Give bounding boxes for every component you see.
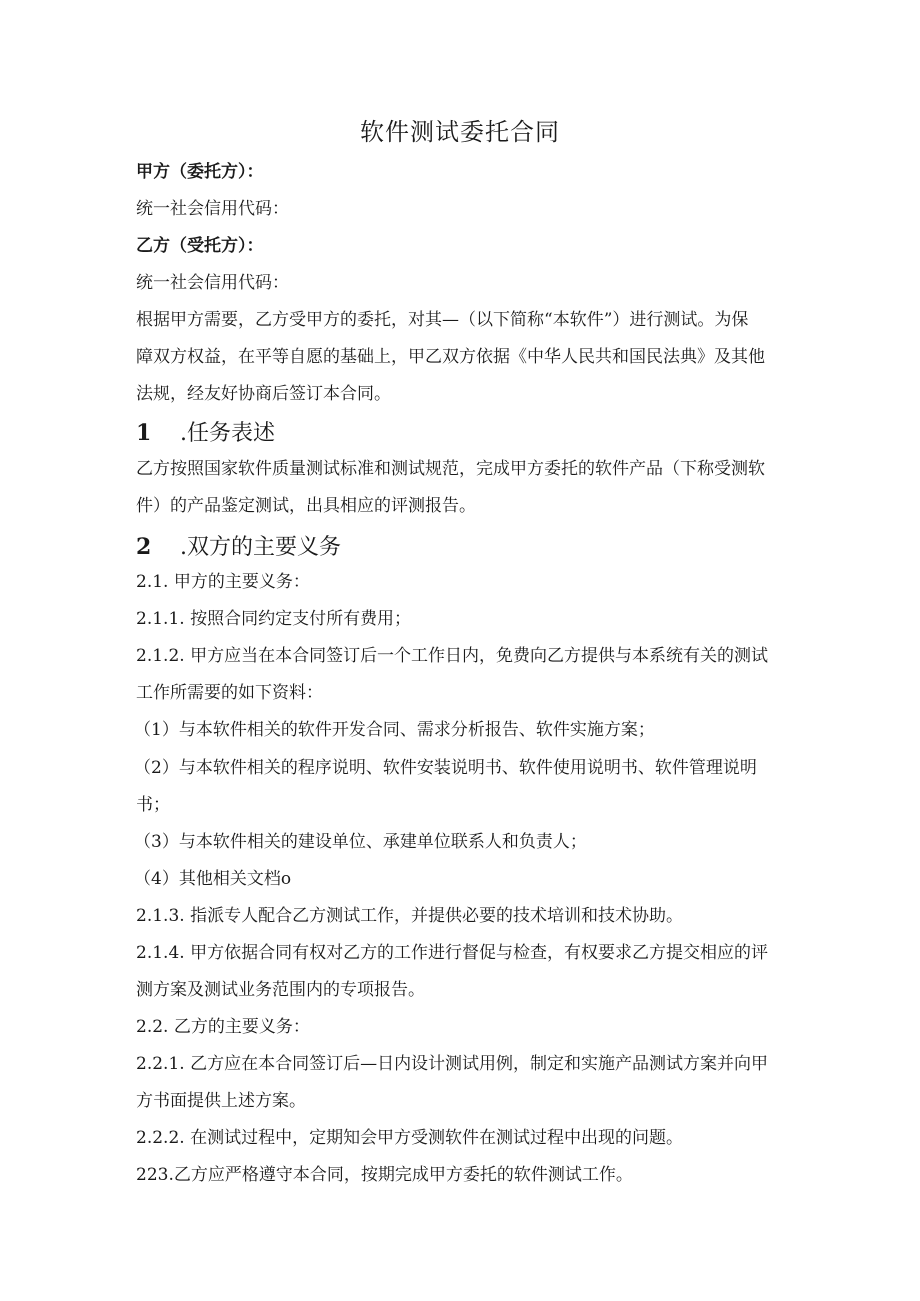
- intro-line-3: 法规，经友好协商后签订本合同。: [136, 384, 391, 404]
- party-a-label: 甲方（委托方）：: [136, 162, 264, 182]
- section-2-line: 2.1. 甲方的主要义务：: [136, 572, 310, 592]
- section-2-line: 2.1.3. 指派专人配合乙方测试工作，并提供必要的技术培训和技术协助。: [136, 906, 684, 926]
- section-2-line: （3）与本软件相关的建设单位、承建单位联系人和负责人；: [134, 832, 587, 852]
- section-2-line: 书；: [136, 795, 170, 815]
- party-b-label: 乙方（受托方）：: [136, 236, 264, 256]
- party-b-credit-code: 统一社会信用代码：: [136, 273, 289, 293]
- section-2-line: 2.2.2. 在测试过程中，定期知会甲方受测软件在测试过程中出现的问题。: [136, 1128, 684, 1148]
- section-2-line: （1）与本软件相关的软件开发合同、需求分析报告、软件实施方案；: [134, 720, 655, 740]
- section-2-line: 方书面提供上述方案。: [136, 1091, 306, 1111]
- section-2-line: （4）其他相关文档o: [134, 869, 292, 889]
- section-2-line: 223.乙方应严格遵守本合同，按期完成甲方委托的软件测试工作。: [136, 1165, 633, 1185]
- section-2-line: 2.1.1. 按照合同约定支付所有费用；: [136, 609, 412, 629]
- section-2-title: .双方的主要义务: [180, 535, 341, 560]
- section-1-title: .任务表述: [180, 421, 275, 446]
- section-1-number: 1: [136, 420, 152, 446]
- section-2-line: 工作所需要的如下资料：: [136, 683, 323, 703]
- section-1-heading: [136, 418, 275, 449]
- intro-line-2: 障双方权益，在平等自愿的基础上，甲乙双方依据《中华人民共和国民法典》及其他: [136, 347, 765, 367]
- party-a-credit-code: 统一社会信用代码：: [136, 199, 289, 219]
- intro-line-1: 根据甲方需要，乙方受甲方的委托，对其—（以下简称“本软件”）进行测试。为保: [136, 310, 749, 330]
- section-2-line: 2.1.4. 甲方依据合同有权对乙方的工作进行督促与检查，有权要求乙方提交相应的评: [136, 943, 769, 963]
- section-2-line: 2.1.2. 甲方应当在本合同签订后一个工作日内，免费向乙方提供与本系统有关的测试: [136, 646, 769, 666]
- section-2-line: 2.2.1. 乙方应在本合同签订后—日内设计测试用例，制定和实施产品测试方案并向甲: [136, 1054, 769, 1074]
- section-2-line: 测方案及测试业务范围内的专项报告。: [136, 980, 425, 1000]
- document-title: 软件测试委托合同: [360, 118, 560, 146]
- section-2-line: （2）与本软件相关的程序说明、软件安装说明书、软件使用说明书、软件管理说明: [134, 758, 757, 778]
- section-1-line-1: 乙方按照国家软件质量测试标准和测试规范，完成甲方委托的软件产品（下称受测软: [136, 459, 765, 479]
- section-1-line-2: 件）的产品鉴定测试，出具相应的评测报告。: [136, 496, 476, 516]
- section-2-number: 2: [136, 534, 152, 560]
- section-2-heading: [136, 532, 341, 563]
- section-2-line: 2.2. 乙方的主要义务：: [136, 1017, 310, 1037]
